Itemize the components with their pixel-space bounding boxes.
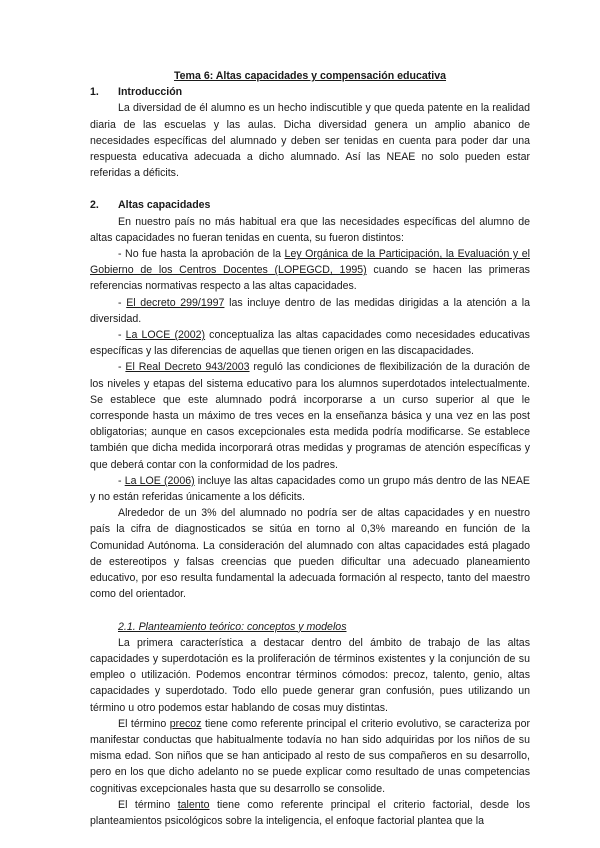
document-body <box>90 68 530 829</box>
list-item-text: las incluye dentro de las medidas dirigidas a la atención a la diversidad. <box>90 296 530 325</box>
paragraph-prefix: El término <box>118 717 170 730</box>
subsection-2-1-heading: 2.1. Planteamiento teórico: conceptos y modelos <box>118 620 347 633</box>
list-item-lopegcd <box>90 246 530 295</box>
paragraph-text: tiene como referente principal el criterio factorial, desde los planteamientos psicológicos sobre la inteligencia, el enfoque factorial plantea que la <box>90 798 530 827</box>
section-1-number: 1. <box>90 86 99 99</box>
terminology-paragraph: La primera característica a destacar dentro del ámbito de trabajo de las altas capacidades y superdotación es la proliferación de términos existentes y la conjunción de su empleo o utilización. Podemos encontrar términos cómodos: precoz, talento, genio, altas capacidades y superdotado. Todo ello puede generar gran confusión, pues utilizando un término u otro podemos estar hablando de cosas muy distintas. <box>90 636 530 714</box>
list-item-text: cuando se hacen las primeras referencias normativas respecto a las altas capacidades. <box>90 264 530 293</box>
law-reference-decreto-299: El decreto 299/1997 <box>126 296 225 309</box>
list-item-text: conceptualiza las altas capacidades como necesidades educativas específicas y las diferencias de aquellas que tienen origen en las discapacidades. <box>90 329 530 358</box>
spacer <box>90 603 530 619</box>
talento-paragraph <box>90 797 530 829</box>
list-item-prefix: - <box>118 296 127 309</box>
spacer <box>90 181 530 197</box>
paragraph-text: tiene como referente principal el criterio evolutivo, se caracteriza por manifestar conductas que habitualmente todavía no han sido adquiridas por los niños de su misma edad. Son niños que se han anticipado al resto de sus compañeros en su desarrollo, pero en los que dicho adelanto no se puede explicar como resultado de unas competencias cognitivas excepcionales hasta que su desarrollo se consolide. <box>90 717 530 795</box>
prevalence-paragraph: Alrededor de un 3% del alumnado no podría ser de altas capacidades y en nuestro país la cifra de diagnosticados se sitúa en torno al 0,3% mareando en función de la Comunidad Autónoma. La consideración del alumnado con altas capacidades está plagado de estereotipos y falsas creencias que pueden dificultar una adecuado planeamiento educativo, por eso resulta fundamental la adecuada formación al respecto, tanto del maestro como del orientador. <box>90 507 530 601</box>
law-reference-loe: La LOE (2006) <box>124 474 195 487</box>
law-reference-lopegcd: Ley Orgánica de la Participación, la Evaluación y el Gobierno de los Centros Docentes (LOPEGCD, 1995) <box>90 248 530 277</box>
section-1-heading <box>90 84 530 100</box>
section-2-number: 2. <box>90 199 99 212</box>
section-1-title: Introducción <box>118 86 183 99</box>
precoz-paragraph <box>90 716 530 797</box>
list-item-prefix: - <box>118 474 125 487</box>
term-precoz: precoz <box>169 717 202 730</box>
section-2-paragraph: En nuestro país no más habitual era que las necesidades específicas del alumno de altas capacidades no fueran tenidas en cuenta, su fueron distintos: <box>90 215 530 244</box>
intro-paragraph: La diversidad de él alumno es un hecho indiscutible y que queda patente en la realidad diaria de las escuelas y las aulas. Dicha diversidad genera un amplio abanico de necesidades específicas del alumnado y deben ser tenidas en cuenta para poder dar una respuesta educativa adecuada a dicho alumnado. Así las NEAE no solo pueden estar referidas a déficits. <box>90 102 530 180</box>
term-talento: talento <box>177 798 210 811</box>
law-reference-loce: La LOCE (2002) <box>125 329 206 342</box>
list-item-prefix: - <box>118 329 126 342</box>
page-title: Tema 6: Altas capacidades y compensación educativa <box>173 70 447 82</box>
section-2-heading <box>90 197 530 213</box>
law-reference-real-decreto-943: El Real Decreto 943/2003 <box>125 361 250 374</box>
list-item-text: incluye las altas capacidades como un grupo más dentro de las NEAE y no están referidas únicamente a los déficits. <box>90 474 530 504</box>
list-item-text: reguló las condiciones de flexibilización de la duración de los niveles y etapas del sistema educativo para los alumnos superdotados intelectualmente. Se establece que este alumnado podrá incorporarse a un curso superior al que le corresponde hasta un máximo de tres veces en la enseñanza básica y una vez en las post obligatorias; aunque en casos excepcionales esta medida podría modificarse. Se establece también que dicha medida incorporará otras medidas y programas de atención específicas y que deberá contar con la conformidad de los padres. <box>90 361 530 471</box>
list-item-loe <box>90 473 530 505</box>
list-item-loce <box>90 327 530 359</box>
list-item-prefix: - No fue hasta la aprobación de la <box>118 248 285 261</box>
list-item-prefix: - <box>118 361 126 374</box>
list-item-decreto-299 <box>90 295 530 327</box>
paragraph-prefix: El término <box>118 798 178 811</box>
list-item-real-decreto-943 <box>90 359 530 472</box>
section-2-title: Altas capacidades <box>118 199 211 212</box>
